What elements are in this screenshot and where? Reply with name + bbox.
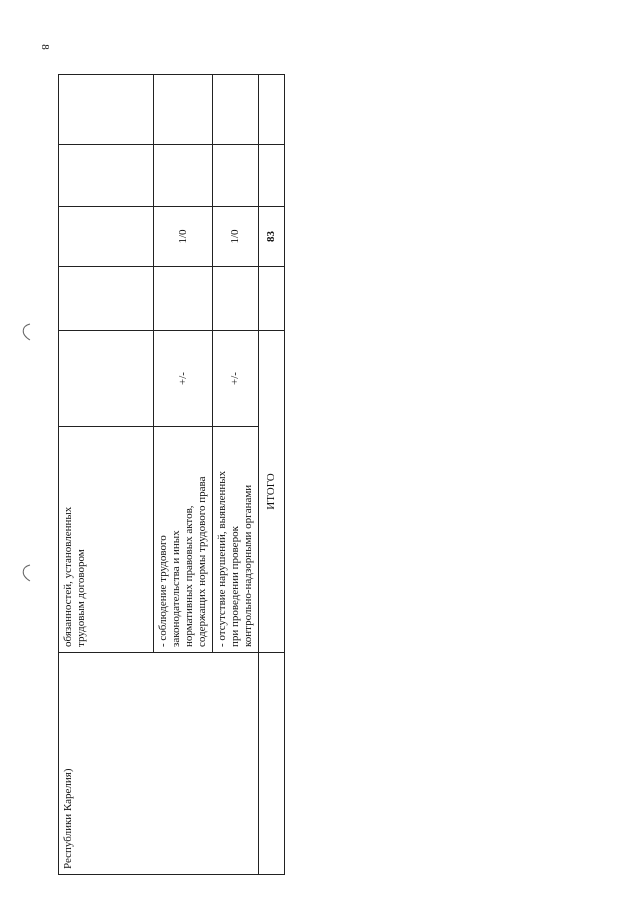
criterion-line: нормативных правовых актов, xyxy=(183,505,195,647)
empty-cell xyxy=(259,145,285,207)
total-row xyxy=(259,75,285,875)
criterion-line: трудовым договором xyxy=(75,549,87,647)
empty-cell xyxy=(154,267,213,331)
total-value: 83 xyxy=(259,207,285,267)
region-cell xyxy=(59,653,259,875)
empty-cell xyxy=(213,145,259,207)
score-cell xyxy=(59,207,154,267)
criterion-line: при проведении проверок xyxy=(229,526,241,647)
criterion-line: контрольно-надзорными органами xyxy=(242,484,254,647)
empty-cell xyxy=(259,75,285,145)
mark-cell xyxy=(59,331,154,427)
criterion-line: содержащих нормы трудового права xyxy=(196,476,208,647)
empty-cell xyxy=(213,75,259,145)
scan-mark-lower xyxy=(18,563,34,583)
score-cell: 1/0 xyxy=(213,207,259,267)
page-number: 8 xyxy=(39,44,51,50)
mark-cell: +/- xyxy=(213,331,259,427)
criterion-line: законодательства и иных xyxy=(170,530,182,647)
empty-cell xyxy=(59,267,154,331)
score-cell: 1/0 xyxy=(154,207,213,267)
region-text: Республики Карелия) xyxy=(62,768,74,869)
empty-cell xyxy=(59,145,154,207)
empty-cell xyxy=(59,75,154,145)
total-label: ИТОГО xyxy=(259,331,285,653)
criterion-line: - соблюдение трудового xyxy=(157,535,169,647)
table-rotation xyxy=(58,75,277,875)
empty-cell xyxy=(213,267,259,331)
criterion-cell xyxy=(213,427,259,653)
empty-cell xyxy=(259,653,285,875)
criteria-table xyxy=(58,74,285,875)
mark-cell: +/- xyxy=(154,331,213,427)
scan-mark-upper xyxy=(18,322,34,342)
table-row xyxy=(59,75,154,875)
empty-cell xyxy=(154,145,213,207)
empty-cell xyxy=(154,75,213,145)
criterion-line: - отсутствие нарушений, выявленных xyxy=(216,470,228,647)
criterion-cell xyxy=(59,427,154,653)
criterion-cell xyxy=(154,427,213,653)
empty-cell xyxy=(259,267,285,331)
rotated-table-wrapper xyxy=(58,75,277,875)
criterion-line: обязанностей, установленных xyxy=(62,506,74,647)
